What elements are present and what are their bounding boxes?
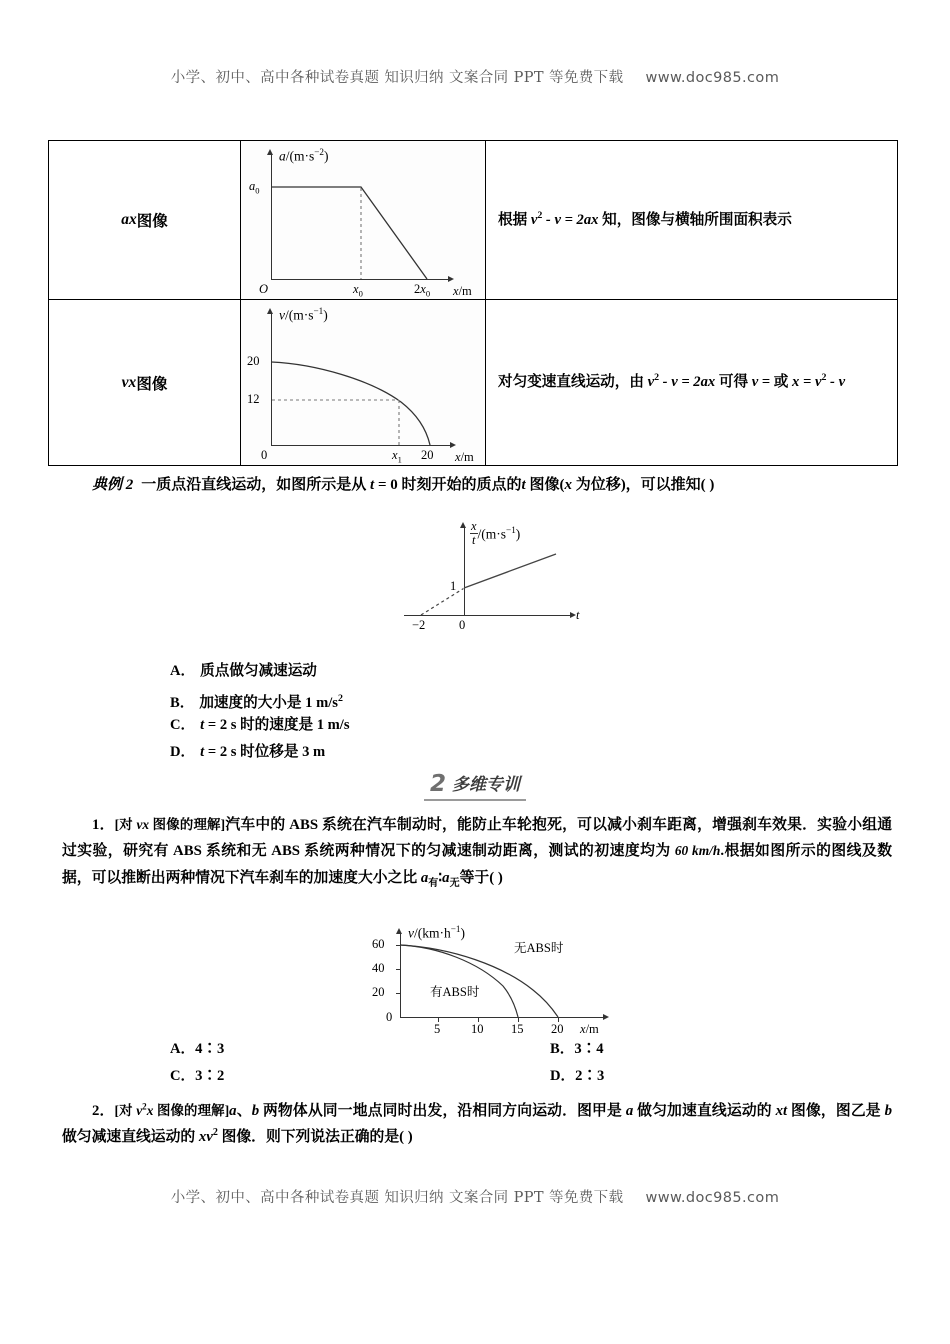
vx-graph-y-tick-12: 12 xyxy=(247,392,260,406)
problem-1-options xyxy=(170,1036,870,1090)
header-watermark xyxy=(0,66,950,87)
problem-1-bracket: [对 vx 图像的理解] xyxy=(114,817,226,832)
vx-graph xyxy=(241,300,486,464)
problem-1-xlabel-10: 10 xyxy=(471,1022,484,1036)
problem-2-text: a、b 两物体从同一地点同时出发，沿相同方向运动．图甲是 a 做匀加速直线运动的 xt 图像，图乙是 b 做匀减速直线运动的 $xv^2$ 图像．则下列说法正确的是( ) xyxy=(62,1103,893,1146)
option-d[interactable]: D． t = 2 s 时位移是 3 m xyxy=(170,744,326,760)
example-2-body: 一质点沿直线运动，如图所示是从 t = 0 时刻开始的质点的t 图像(x 为位移)，可以推知( ) xyxy=(141,477,715,493)
option-row xyxy=(170,1036,870,1063)
example-2-y-tick-1: 1 xyxy=(450,579,457,593)
row-label-vx-text: 图像 xyxy=(136,375,168,393)
section-number: 2 xyxy=(429,771,446,797)
vx-graph-x-label: x/m xyxy=(455,450,474,464)
option-b[interactable]: B． 加速度的大小是 1 $m/s^2$ xyxy=(170,693,343,711)
section-banner xyxy=(0,770,950,801)
problem-1-statement xyxy=(62,812,892,893)
vx-graph-origin-label: 0 xyxy=(261,448,268,462)
vx-description-cell xyxy=(486,300,897,465)
vx-desc-formula: $v^2 - v = 2ax$ xyxy=(647,372,716,391)
vx-graph-y-label: $v/(m\cdot s^{-1})$ xyxy=(279,306,328,323)
option-c[interactable]: C． t = 2 s 时的速度是 1 m/s xyxy=(170,717,350,733)
problem-1-option-b[interactable]: B．3∶4 xyxy=(550,1041,604,1057)
vx-desc-lead: 对匀变速直线运动，由 xyxy=(498,374,648,391)
vx-graph-x-tick-x1: $x_1$ xyxy=(392,448,402,465)
ax-description-cell xyxy=(486,141,897,299)
vx-graph-y-tick-20: 20 xyxy=(247,354,260,368)
vx-graph-x-tick-20: 20 xyxy=(421,448,434,462)
vx-graph-guides-dashed xyxy=(241,300,486,464)
problem-1-ylabel-40: 40 xyxy=(372,961,385,975)
section-title: 多维专训 xyxy=(452,775,520,794)
problem-1-xlabel-5: 5 xyxy=(434,1022,441,1036)
table-row xyxy=(49,299,897,465)
problem-1-option-c[interactable]: C．3∶2 xyxy=(170,1068,225,1084)
problem-1-xlabel-15: 15 xyxy=(511,1022,524,1036)
watermark-text: 小学、初中、高中各种试卷真题 知识归纳 文案合同 PPT 等免费下载 xyxy=(170,70,624,86)
row-label-ax xyxy=(49,141,241,299)
problem-1-option-d[interactable]: D．2∶3 xyxy=(550,1068,605,1084)
problem-2-statement xyxy=(62,1098,892,1151)
vx-desc-f2: v xyxy=(751,374,759,391)
vx-desc-mid: 可得 xyxy=(715,374,752,391)
watermark-url: www.doc985.com xyxy=(645,70,780,86)
ax-graph-guide-dashed xyxy=(241,141,486,299)
row-label-vx-symbol: vx xyxy=(121,373,137,391)
example-2-origin-label: 0 xyxy=(459,618,466,632)
problem-1-x-label: x/m xyxy=(580,1022,599,1036)
watermark-text-footer: 小学、初中、高中各种试卷真题 知识归纳 文案合同 PPT 等免费下载 xyxy=(170,1190,624,1206)
problem-1-option-a[interactable]: A．4∶3 xyxy=(170,1041,225,1057)
problem-2-number: 2． xyxy=(92,1103,115,1119)
ax-graph-x-tick-x0: $x_0$ xyxy=(353,282,363,299)
row-label-vx xyxy=(49,300,241,465)
table-row xyxy=(49,141,897,299)
comparison-table xyxy=(48,140,898,466)
problem-1-graph xyxy=(358,924,648,1036)
problem-1-number: 1． xyxy=(92,817,115,833)
problem-1-xlabel-20: 20 xyxy=(551,1022,564,1036)
footer-watermark xyxy=(0,1186,950,1207)
problem-1-ylabel-20: 20 xyxy=(372,985,385,999)
ax-desc-formula: $v^2 - v = 2ax$ xyxy=(530,209,599,228)
section-banner-inner xyxy=(424,770,526,801)
problem-1-y-label: $v/(km\cdot h^{-1})$ xyxy=(408,924,466,941)
ax-desc-lead: 根据 xyxy=(498,211,531,228)
ax-graph-y-tick-a0: $a_0$ xyxy=(249,179,260,196)
problem-1-ylabel-0: 0 xyxy=(386,1010,393,1024)
row-label-ax-symbol: ax xyxy=(121,211,137,228)
example-2-tag: 典例 2 xyxy=(92,477,134,493)
option-a[interactable]: A． 质点做匀减速运动 xyxy=(170,663,317,679)
vx-desc-mid2: = 或 xyxy=(758,374,793,391)
ax-graph-y-label: $a/(m\cdot s^{-2})$ xyxy=(279,147,329,164)
vx-graph-cell xyxy=(241,300,486,465)
problem-1-text: 汽车中的 ABS 系统在汽车制动时，能防止车轮抱死，可以减小刹车距离，增强刹车效果．实验小组通过实验，研究有 ABS 系统和无 ABS 系统两种情况下的匀减速制动距离，测试的初速度均为 60 km/h.根据如图所示的图线及数据，可以推断出两种情况下汽车刹车的加速度大小之比 $a_有∶a_无$等于( ) xyxy=(62,817,893,889)
ax-graph-origin-label: O xyxy=(259,282,269,296)
problem-1-annotation-no-abs: 无ABS时 xyxy=(514,941,564,955)
ax-desc-mid: 知，图像与横轴所围面积表示 xyxy=(598,211,792,228)
problem-2-bracket: [对 $v^2x$ 图像的理解] xyxy=(114,1101,230,1118)
example-2-statement xyxy=(62,472,892,498)
problem-1-ylabel-60: 60 xyxy=(372,937,385,951)
example-2-options xyxy=(170,658,870,766)
row-label-ax-text: 图像 xyxy=(136,213,168,230)
example-2-y-fraction: $\frac{x}{t}$ xyxy=(471,519,477,548)
example-2-y-label: $\frac{x}{t}$ $/(m\cdot s^{-1})$ xyxy=(471,519,521,548)
watermark-url-footer: www.doc985.com xyxy=(645,1190,780,1206)
example-2-x-tick-minus2: −2 xyxy=(412,618,426,632)
ax-graph-x-tick-2x0: $2x_0$ xyxy=(414,282,431,299)
problem-1-series xyxy=(358,924,648,1036)
example-2-x-label: t xyxy=(576,608,580,622)
vx-desc-f3: $x = v^2 - v$ xyxy=(792,372,846,391)
ax-graph-x-label: x/m xyxy=(453,284,472,298)
ax-graph-cell xyxy=(241,141,486,299)
example-2-graph xyxy=(400,519,610,637)
problem-1-annotation-with-abs: 有ABS时 xyxy=(430,985,480,999)
ax-graph xyxy=(241,141,486,299)
option-row xyxy=(170,1063,870,1090)
